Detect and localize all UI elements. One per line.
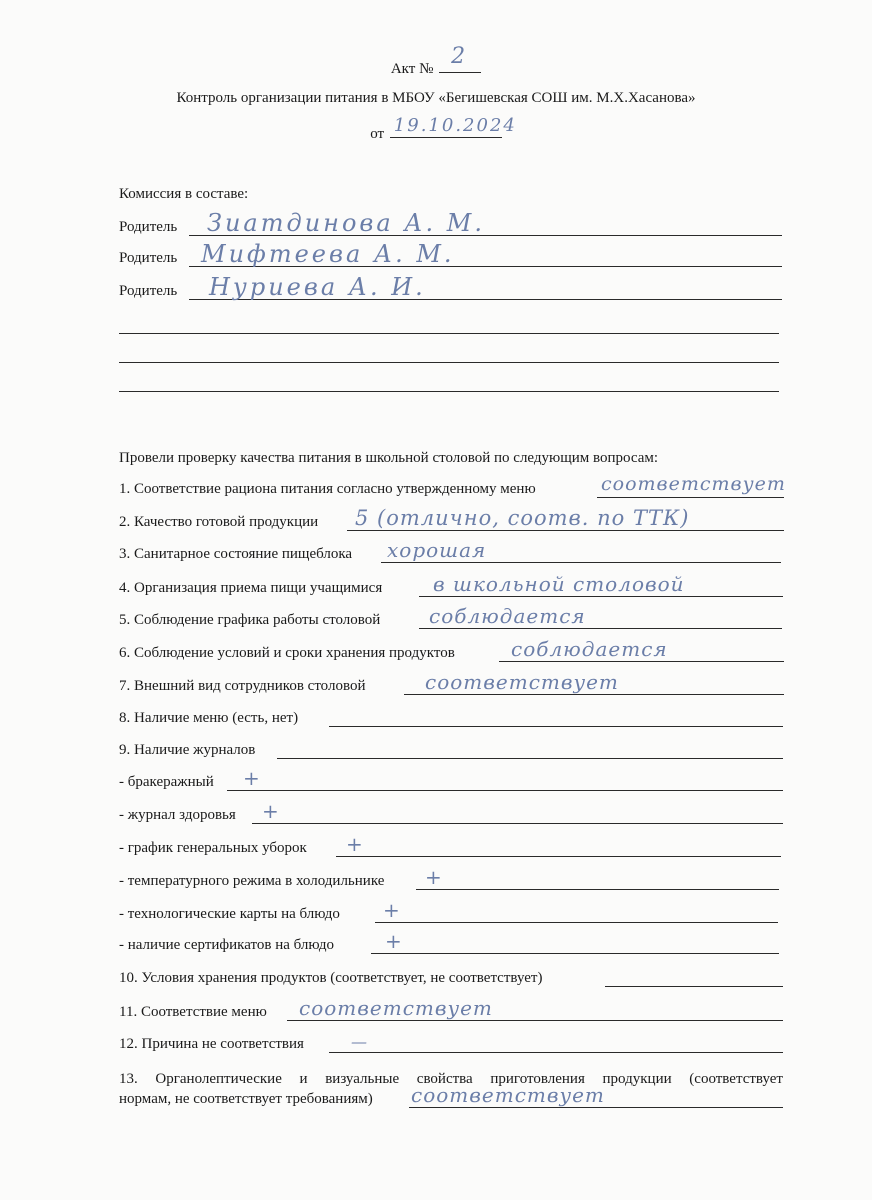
item-answer: + bbox=[346, 832, 364, 856]
answer-line bbox=[227, 790, 783, 791]
item-label: 8. Наличие меню (есть, нет) bbox=[119, 710, 299, 726]
commission-heading: Комиссия в составе: bbox=[119, 186, 249, 202]
item-label: - график генеральных уборок bbox=[119, 840, 307, 856]
item-answer: соответствует bbox=[601, 473, 786, 495]
date-field bbox=[390, 115, 517, 138]
item-label: 9. Наличие журналов bbox=[119, 742, 256, 758]
member-role: Родитель bbox=[119, 250, 178, 266]
member-role: Родитель bbox=[119, 283, 178, 299]
check-item-2 bbox=[119, 506, 784, 536]
item-answer: соответствует bbox=[299, 996, 493, 1020]
item-label: 6. Соблюдение условий и сроки хранения продуктов bbox=[119, 645, 455, 661]
journal-item-4 bbox=[119, 865, 779, 895]
answer-line bbox=[375, 922, 778, 923]
check-item-4 bbox=[119, 572, 783, 602]
document-title: Контроль организации питания в МБОУ «Бегишевская СОШ им. М.Х.Хасанова» bbox=[176, 90, 696, 106]
item-label: - журнал здоровья bbox=[119, 807, 236, 823]
item-label: - температурного режима в холодильнике bbox=[119, 873, 385, 889]
answer-line bbox=[287, 1020, 783, 1021]
journal-item-6 bbox=[119, 929, 779, 959]
commission-member-3 bbox=[119, 273, 782, 305]
item-label: 12. Причина не соответствия bbox=[119, 1036, 304, 1052]
act-label: Акт № bbox=[390, 61, 434, 77]
answer-line bbox=[419, 628, 782, 629]
blank-line bbox=[119, 333, 779, 334]
blank-line bbox=[119, 391, 779, 392]
answer-line bbox=[371, 953, 779, 954]
item-label: - наличие сертификатов на блюдо bbox=[119, 937, 334, 953]
item-answer: — bbox=[351, 1032, 368, 1051]
item-label: 10. Условия хранения продуктов (соответствует, не соответствует) bbox=[119, 970, 543, 986]
check-item-11 bbox=[119, 996, 783, 1026]
item-label: 11. Соответствие меню bbox=[119, 1004, 267, 1020]
check-item-7 bbox=[119, 670, 784, 700]
check-item-10 bbox=[119, 970, 783, 992]
journal-item-2 bbox=[119, 799, 783, 829]
answer-line bbox=[329, 726, 783, 727]
item-label: - бракеражный bbox=[119, 774, 214, 790]
answer-line bbox=[336, 856, 781, 857]
item-label: 1. Соответствие рациона питания согласно утвержденному меню bbox=[119, 481, 536, 497]
journal-item-1 bbox=[119, 766, 783, 796]
answer-line bbox=[277, 758, 783, 759]
act-number-field bbox=[439, 44, 481, 73]
check-item-12 bbox=[119, 1032, 783, 1058]
check-item-5 bbox=[119, 604, 782, 634]
date-prefix: от bbox=[370, 126, 385, 142]
answer-line bbox=[409, 1107, 783, 1108]
item-answer: + bbox=[262, 799, 280, 823]
check-item-13 bbox=[119, 1083, 783, 1113]
answer-line bbox=[597, 497, 784, 498]
journal-item-3 bbox=[119, 832, 781, 862]
item-answer: соблюдается bbox=[511, 637, 668, 661]
item-label: 2. Качество готовой продукции bbox=[119, 514, 319, 530]
answer-line bbox=[416, 889, 779, 890]
item-label: - технологические карты на блюдо bbox=[119, 906, 340, 922]
answer-line bbox=[499, 661, 784, 662]
member-name: Зиатдинова А. М. bbox=[207, 209, 485, 237]
check-item-13-line1: 13. Органолептические и визуальные свойства приготовления продукции (соответствует bbox=[119, 1071, 783, 1087]
answer-line bbox=[404, 694, 784, 695]
member-role: Родитель bbox=[119, 219, 178, 235]
commission-member-1 bbox=[119, 209, 782, 241]
date-row bbox=[0, 115, 872, 143]
commission-member-2 bbox=[119, 240, 782, 272]
answer-line bbox=[252, 823, 783, 824]
item-label: 7. Внешний вид сотрудников столовой bbox=[119, 678, 366, 694]
journal-item-5 bbox=[119, 898, 778, 928]
item-answer: + bbox=[425, 865, 443, 889]
answer-line bbox=[419, 596, 783, 597]
act-number: 2 bbox=[451, 44, 467, 69]
check-item-1 bbox=[119, 473, 786, 503]
item-answer: + bbox=[385, 929, 403, 953]
act-title bbox=[0, 44, 872, 78]
check-item-8 bbox=[119, 710, 783, 732]
item-answer: соответствует bbox=[411, 1083, 605, 1107]
item-answer: + bbox=[383, 898, 401, 922]
item-answer: 5 (отлично, соотв. по ТТК) bbox=[355, 506, 690, 530]
check-item-3 bbox=[119, 538, 781, 568]
blank-line bbox=[119, 362, 779, 363]
answer-line bbox=[329, 1052, 783, 1053]
item-label: 5. Соблюдение графика работы столовой bbox=[119, 612, 381, 628]
answer-line bbox=[381, 562, 781, 563]
answer-line bbox=[605, 986, 783, 987]
check-item-9 bbox=[119, 742, 783, 764]
item-label: 4. Организация приема пищи учащимися bbox=[119, 580, 383, 596]
item-answer: хорошая bbox=[387, 538, 487, 562]
answer-line bbox=[347, 530, 784, 531]
check-item-6 bbox=[119, 637, 784, 667]
member-name: Нуриева А. И. bbox=[209, 273, 426, 301]
item-label: 3. Санитарное состояние пищеблока bbox=[119, 546, 353, 562]
item-answer: соблюдается bbox=[429, 604, 586, 628]
member-name: Мифтеева А. М. bbox=[201, 240, 455, 268]
item-answer: в школьной столовой bbox=[433, 572, 685, 596]
item-answer: соответствует bbox=[425, 670, 619, 694]
inspection-intro: Провели проверку качества питания в школьной столовой по следующим вопросам: bbox=[119, 450, 659, 466]
date-value: 19.10.2024 bbox=[393, 115, 517, 136]
item-label: нормам, не соответствует требованиям) bbox=[119, 1091, 373, 1107]
item-answer: + bbox=[243, 766, 261, 790]
